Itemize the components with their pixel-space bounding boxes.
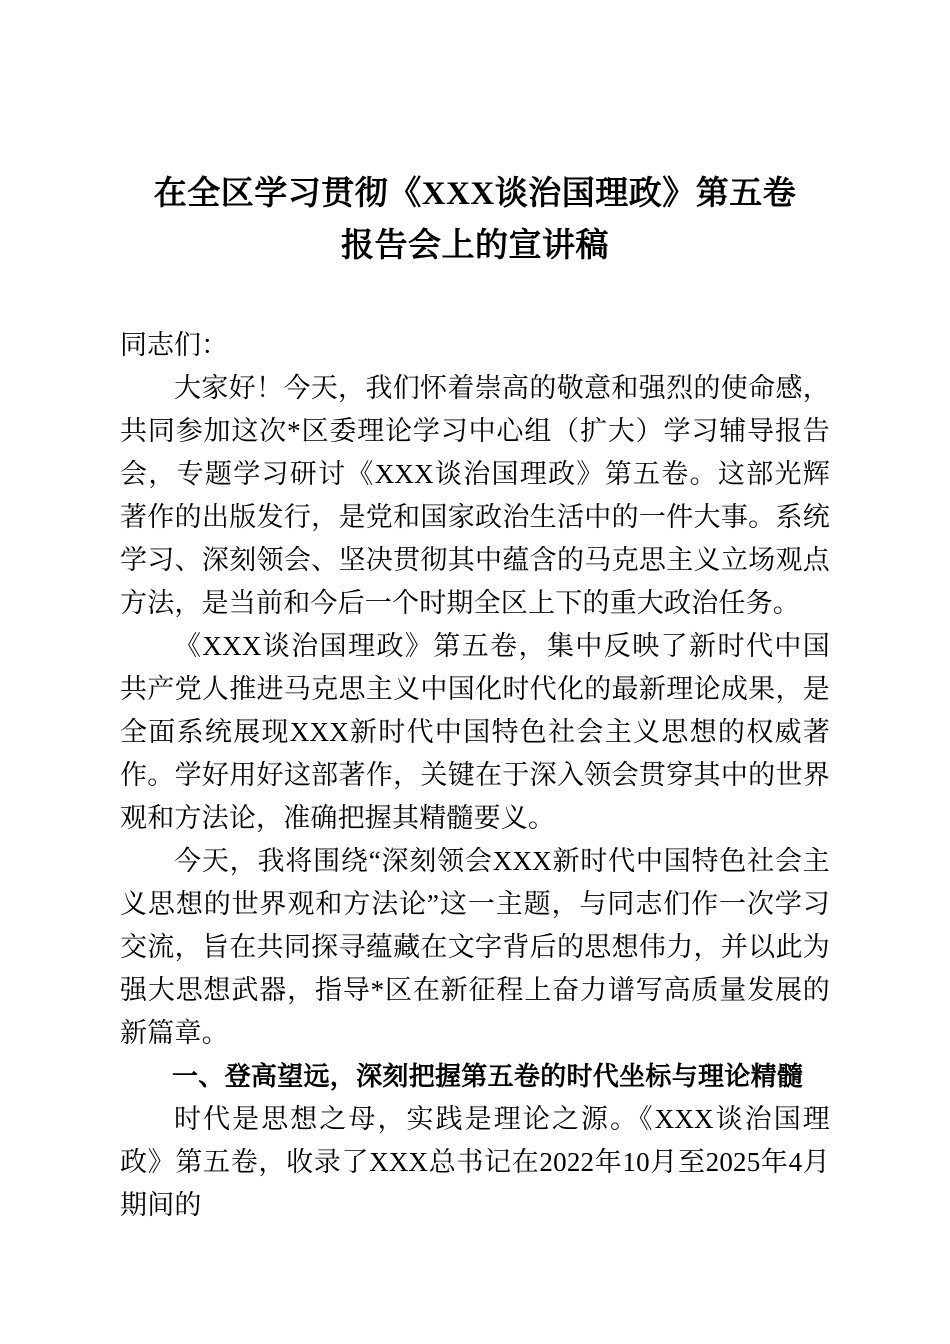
salutation: 同志们： [120,330,228,360]
document-content [120,0,830,1227]
page-title-line-2: 报告会上的宣讲稿 [341,228,609,264]
body-paragraph-1: 大家好！今天，我们怀着崇高的敬意和强烈的使命感，共同参加这次*区委理论学习中心组（扩大）学习辅导报告会，专题学习研讨《XXX谈治国理政》第五卷。这部光辉著作的出版发行，是党和国家政治生活中的一件大事。系统学习、深刻领会、坚决贯彻其中蕴含的马克思主义立场观点方法，是当前和今后一个时期全区上下的重大政治任务。 [120,373,830,618]
page-title [120,0,830,272]
body-paragraph-2: 《XXX谈治国理政》第五卷，集中反映了新时代中国共产党人推进马克思主义中国化时代化的最新理论成果，是全面系统展现XXX新时代中国特色社会主义思想的权威著作。学好用好这部著作，关键在于深入领会贯穿其中的世界观和方法论，准确把握其精髓要义。 [120,631,830,833]
body-paragraph-3: 今天，我将围绕“深刻领会XXX新时代中国特色社会主义思想的世界观和方法论”这一主题，与同志们作一次学习交流，旨在共同探寻蕴藏在文字背后的思想伟力，并以此为强大思想武器，指导*区在新征程上奋力谱写高质量发展的新篇章。 [120,846,830,1048]
section-1-paragraph-1: 时代是思想之母，实践是理论之源。《XXX谈治国理政》第五卷，收录了XXX总书记在2022年10月至2025年4月期间的 [120,1104,830,1220]
page-title-line-1: 在全区学习贯彻《XXX谈治国理政》第五卷 [153,176,797,212]
section-heading-1: 一、登高望远，深刻把握第五卷的时代坐标与理论精髓 [172,1061,804,1091]
